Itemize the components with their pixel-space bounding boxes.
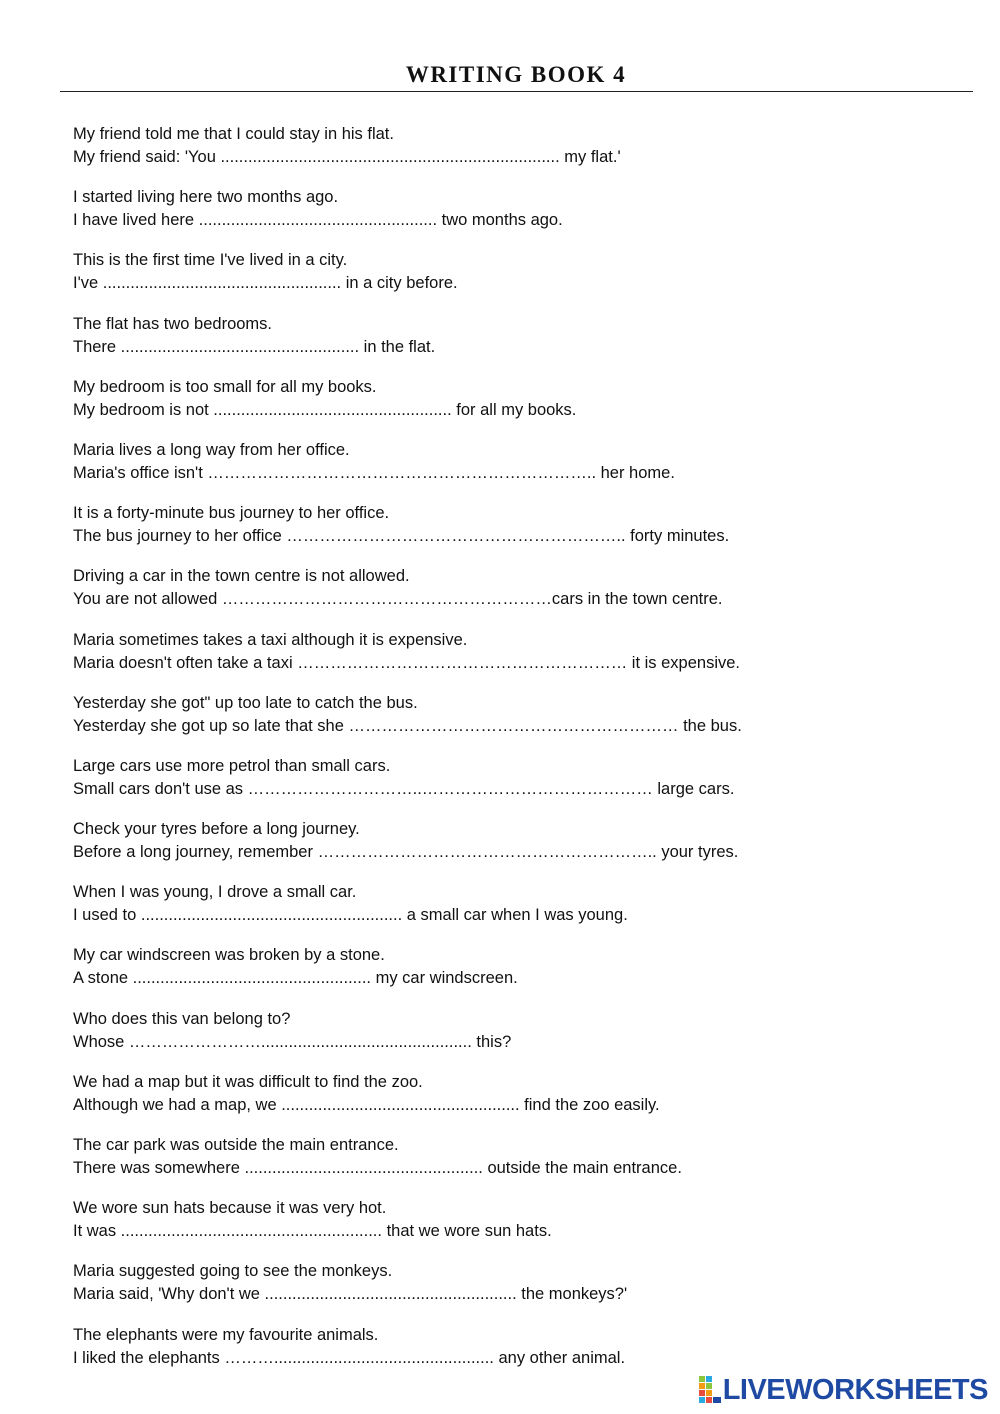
rewrite-sentence[interactable]: Whose …………………….............................................. this? — [73, 1032, 512, 1051]
exercise-item — [73, 1260, 953, 1323]
original-sentence: Yesterday she got" up too late to catch the bus. — [73, 693, 418, 712]
rewrite-sentence[interactable]: There was somewhere .................................................... outside the main entrance. — [73, 1159, 682, 1177]
exercise-item — [73, 944, 953, 1007]
original-sentence: The flat has two bedrooms. — [73, 314, 273, 333]
original-sentence: My car windscreen was broken by a stone. — [73, 946, 385, 965]
original-sentence: Who does this van belong to? — [73, 1009, 291, 1028]
exercise-item — [73, 1071, 953, 1134]
exercise-item — [73, 502, 953, 565]
exercise-item — [73, 1197, 953, 1260]
original-sentence: It is a forty-minute bus journey to her office. — [73, 504, 390, 523]
rewrite-sentence[interactable]: I used to ......................................................... a small car when I was young. — [73, 906, 628, 925]
rewrite-sentence[interactable]: I liked the elephants ………................................................ any other animal. — [73, 1348, 626, 1367]
exercise-item — [73, 755, 953, 818]
original-sentence: Driving a car in the town centre is not allowed. — [73, 567, 410, 586]
rewrite-sentence[interactable]: My friend said: 'You .......................................................................... my flat.' — [73, 148, 621, 166]
exercise-item — [73, 186, 953, 249]
rewrite-sentence[interactable]: Small cars don't use as …………………………..…………………………………… large cars. — [73, 779, 735, 798]
original-sentence: When I was young, I drove a small car. — [73, 883, 357, 902]
original-sentence: I started living here two months ago. — [73, 188, 339, 207]
rewrite-sentence[interactable]: Yesterday she got up so late that she …………………………………………………… the bus. — [73, 716, 742, 735]
exercise-item — [73, 249, 953, 312]
liveworksheets-logo[interactable] — [699, 1374, 988, 1406]
original-sentence: My bedroom is too small for all my books. — [73, 377, 377, 396]
exercise-item — [73, 692, 953, 755]
rewrite-sentence[interactable]: Maria said, 'Why don't we ....................................................... the monkeys?' — [73, 1285, 628, 1304]
original-sentence: The car park was outside the main entrance. — [73, 1136, 399, 1154]
rewrite-sentence[interactable]: My bedroom is not .................................................... for all my books. — [73, 400, 577, 419]
liveworksheets-logo-icon — [699, 1376, 721, 1404]
rewrite-sentence[interactable]: I've .................................................... in a city before. — [73, 274, 458, 293]
exercise-item — [73, 313, 953, 376]
rewrite-sentence[interactable]: A stone .................................................... my car windscreen. — [73, 969, 518, 988]
original-sentence: The elephants were my favourite animals. — [73, 1325, 379, 1344]
exercise-item — [73, 629, 953, 692]
original-sentence: Large cars use more petrol than small cars. — [73, 756, 391, 775]
page-title: WRITING BOOK 4 — [405, 62, 627, 87]
exercise-item — [73, 376, 953, 439]
original-sentence: Maria sometimes takes a taxi although it is expensive. — [73, 630, 468, 649]
rewrite-sentence[interactable]: Maria doesn't often take a taxi …………………………………………………… it is expensive. — [73, 653, 740, 672]
exercise-item — [73, 1134, 953, 1197]
exercise-item — [73, 565, 953, 628]
rewrite-sentence[interactable]: The bus journey to her office …………………………………………………….. forty minutes. — [73, 527, 730, 546]
original-sentence: Maria lives a long way from her office. — [73, 440, 350, 459]
original-sentence: We wore sun hats because it was very hot. — [73, 1199, 387, 1218]
rewrite-sentence[interactable]: I have lived here .................................................... two months ago. — [73, 211, 563, 230]
title-divider — [60, 91, 973, 92]
original-sentence: We had a map but it was difficult to find the zoo. — [73, 1072, 423, 1091]
rewrite-sentence[interactable]: Before a long journey, remember …………………………………………………….. your tyres. — [73, 843, 739, 862]
rewrite-sentence[interactable]: It was ......................................................... that we wore sun hats. — [73, 1222, 552, 1241]
exercise-item — [73, 439, 953, 502]
exercise-list — [73, 123, 953, 1387]
original-sentence: Maria suggested going to see the monkeys. — [73, 1262, 393, 1281]
exercise-item — [73, 1008, 953, 1071]
rewrite-sentence[interactable]: Maria's office isn't …………………………………………………………….. her home. — [73, 463, 675, 482]
rewrite-sentence[interactable]: You are not allowed ……………………………………………………cars in the town centre. — [73, 590, 723, 609]
rewrite-sentence[interactable]: There .................................................... in the flat. — [73, 337, 436, 356]
exercise-item — [73, 881, 953, 944]
original-sentence: Check your tyres before a long journey. — [73, 820, 360, 839]
rewrite-sentence[interactable]: Although we had a map, we .................................................... find the zoo easily. — [73, 1095, 660, 1114]
original-sentence: This is the first time I've lived in a city. — [73, 251, 348, 270]
exercise-item — [73, 123, 953, 186]
exercise-item — [73, 818, 953, 881]
liveworksheets-logo-text: LIVEWORKSHEETS — [722, 1373, 988, 1406]
original-sentence: My friend told me that I could stay in his flat. — [73, 125, 394, 143]
